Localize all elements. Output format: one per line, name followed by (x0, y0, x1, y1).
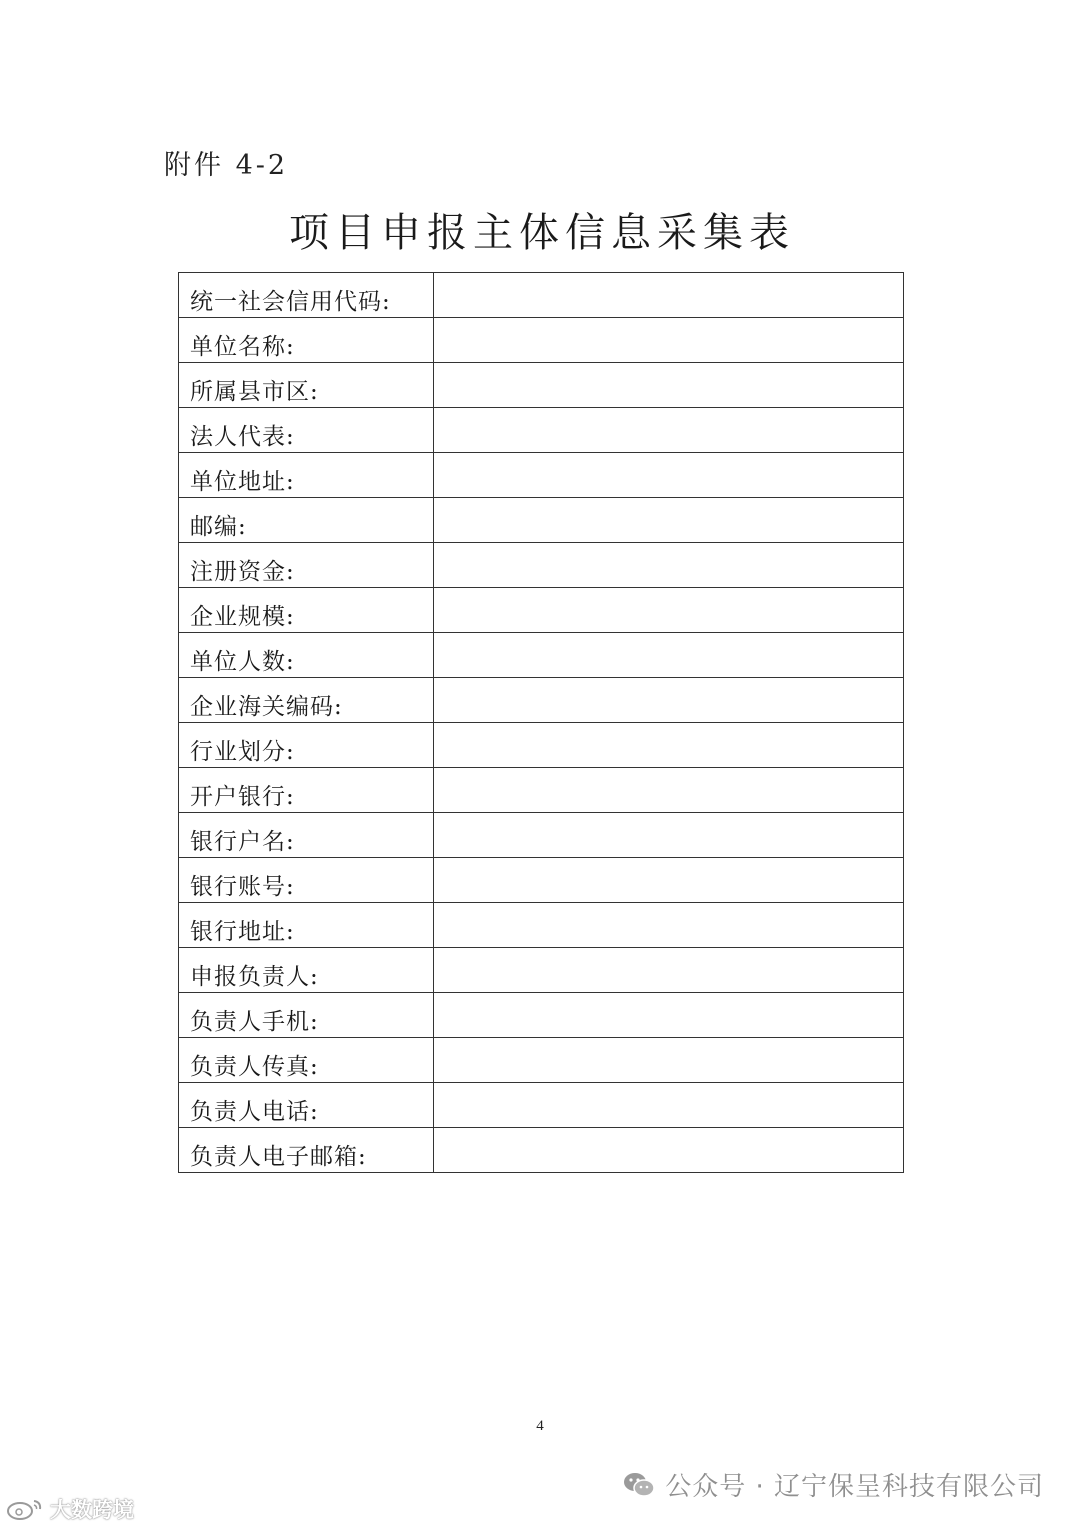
table-row (179, 858, 904, 903)
field-value[interactable] (434, 453, 904, 498)
field-label: 单位地址: (179, 453, 434, 498)
field-value[interactable] (434, 1128, 904, 1173)
table-row (179, 948, 904, 993)
field-label: 法人代表: (179, 408, 434, 453)
field-label: 申报负责人: (179, 948, 434, 993)
page-title: 项目申报主体信息采集表 (289, 210, 795, 256)
field-value[interactable] (434, 948, 904, 993)
wechat-icon (623, 1471, 655, 1499)
table-row (179, 813, 904, 858)
field-value[interactable] (434, 273, 904, 318)
table-row (179, 723, 904, 768)
field-value[interactable] (434, 588, 904, 633)
field-label: 银行户名: (179, 813, 434, 858)
field-label: 负责人电话: (179, 1083, 434, 1128)
field-value[interactable] (434, 723, 904, 768)
field-label: 邮编: (179, 498, 434, 543)
field-label: 注册资金: (179, 543, 434, 588)
table-row (179, 453, 904, 498)
table-row (179, 588, 904, 633)
table-row (179, 1038, 904, 1083)
field-value[interactable] (434, 993, 904, 1038)
table-row (179, 993, 904, 1038)
field-value[interactable] (434, 363, 904, 408)
table-row (179, 363, 904, 408)
info-collection-table (178, 272, 904, 1173)
table-row (179, 498, 904, 543)
field-label: 银行账号: (179, 858, 434, 903)
field-label: 企业海关编码: (179, 678, 434, 723)
field-value[interactable] (434, 858, 904, 903)
field-value[interactable] (434, 408, 904, 453)
field-value[interactable] (434, 678, 904, 723)
field-label: 开户银行: (179, 768, 434, 813)
wechat-watermark-text: 公众号 · 辽宁保呈科技有限公司 (665, 1472, 1044, 1502)
field-value[interactable] (434, 768, 904, 813)
weibo-icon (6, 1496, 46, 1522)
field-label: 负责人手机: (179, 993, 434, 1038)
page-number: 4 (536, 1418, 544, 1434)
weibo-watermark-text: 大数跨境 (50, 1498, 134, 1522)
field-label: 负责人电子邮箱: (179, 1128, 434, 1173)
field-value[interactable] (434, 813, 904, 858)
table-row (179, 903, 904, 948)
field-label: 银行地址: (179, 903, 434, 948)
field-label: 统一社会信用代码: (179, 273, 434, 318)
field-value[interactable] (434, 633, 904, 678)
table-row (179, 273, 904, 318)
field-value[interactable] (434, 1083, 904, 1128)
field-label: 行业划分: (179, 723, 434, 768)
weibo-watermark (6, 1494, 134, 1524)
field-label: 负责人传真: (179, 1038, 434, 1083)
table-row (179, 633, 904, 678)
table-row (179, 678, 904, 723)
field-value[interactable] (434, 543, 904, 588)
table-row (179, 408, 904, 453)
table-row (179, 543, 904, 588)
field-label: 单位名称: (179, 318, 434, 363)
field-label: 所属县市区: (179, 363, 434, 408)
field-label: 企业规模: (179, 588, 434, 633)
table-row (179, 318, 904, 363)
table-row (179, 1128, 904, 1173)
field-value[interactable] (434, 1038, 904, 1083)
field-label: 单位人数: (179, 633, 434, 678)
table-row (179, 768, 904, 813)
table-row (179, 1083, 904, 1128)
attachment-label: 附件 4-2 (164, 150, 289, 181)
wechat-watermark (623, 1466, 1044, 1503)
field-value[interactable] (434, 498, 904, 543)
field-value[interactable] (434, 903, 904, 948)
field-value[interactable] (434, 318, 904, 363)
